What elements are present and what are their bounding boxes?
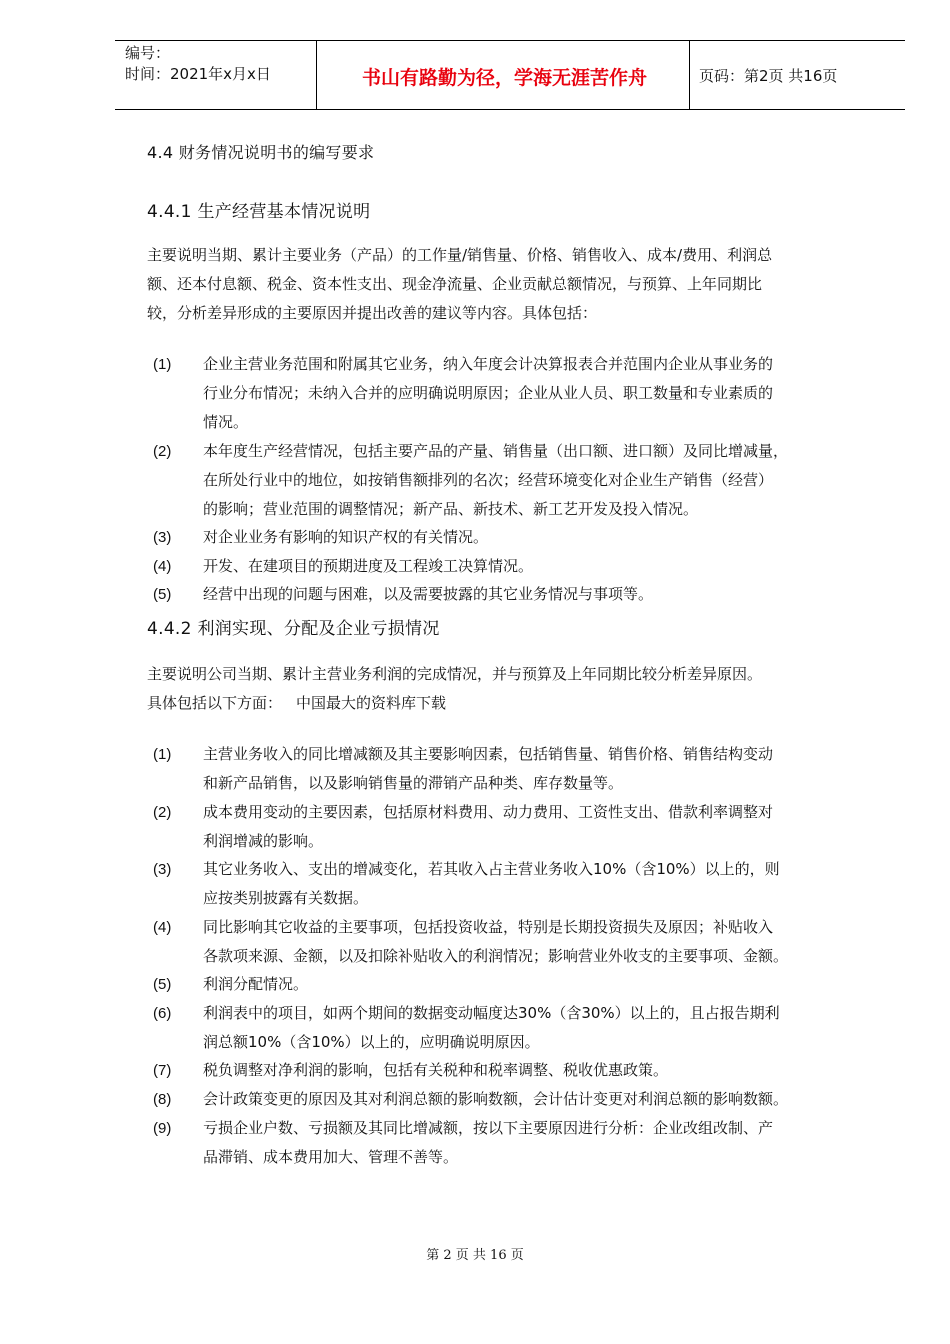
- list-line: 本年度生产经营情况，包括主要产品的产量、销售量（出口额、进口额）及同比增减量，: [203, 442, 789, 460]
- subsection-heading: 4.4.1 生产经营基本情况说明: [147, 202, 371, 222]
- section-heading: 4.4 财务情况说明书的编写要求: [147, 143, 375, 162]
- list-line: 同比影响其它收益的主要事项，包括投资收益，特别是长期投资损失及原因；补贴收入: [203, 918, 774, 936]
- list-number: (7): [153, 1062, 172, 1079]
- list-line: 开发、在建项目的预期进度及工程竣工决算情况。: [203, 557, 534, 575]
- list-line: 情况。: [203, 413, 249, 431]
- list-line: 企业主营业务范围和附属其它业务，纳入年度会计决算报表合并范围内企业从事业务的: [203, 355, 774, 373]
- list-number: (5): [153, 586, 172, 603]
- paragraph-line: 较，分析差异形成的主要原因并提出改善的建议等内容。具体包括：: [147, 304, 598, 322]
- list-line: 经营中出现的问题与困难，以及需要披露的其它业务情况与事项等。: [203, 585, 654, 603]
- download-link[interactable]: 中国最大的资料库下载: [296, 694, 447, 712]
- list-number: (8): [153, 1091, 172, 1108]
- list-number: (1): [153, 356, 172, 373]
- list-line: 润总额10%（含10%）以上的，应明确说明原因。: [203, 1033, 540, 1051]
- list-line: 主营业务收入的同比增减额及其主要影响因素，包括销售量、销售价格、销售结构变动: [203, 745, 774, 763]
- page-header: [115, 40, 905, 110]
- list-line: 利润表中的项目，如两个期间的数据变动幅度达30%（含30%）以上的，且占报告期利: [203, 1004, 780, 1022]
- paragraph-line: 主要说明公司当期、累计主营业务利润的完成情况，并与预算及上年同期比较分析差异原因。: [147, 665, 763, 683]
- list-line: 对企业业务有影响的知识产权的有关情况。: [203, 528, 489, 546]
- header-page-info: 页码：第2页 共16页: [699, 67, 838, 85]
- list-line: 的影响；营业范围的调整情况；新产品、新技术、新工艺开发及投入情况。: [203, 500, 699, 518]
- subsection-heading: 4.4.2 利润实现、分配及企业亏损情况: [147, 619, 440, 639]
- list-number: (1): [153, 746, 172, 763]
- list-number: (2): [153, 804, 172, 821]
- list-number: (4): [153, 919, 172, 936]
- list-line: 利润增减的影响。: [203, 832, 324, 850]
- list-line: 会计政策变更的原因及其对利润总额的影响数额，会计估计变更对利润总额的影响数额。: [203, 1090, 789, 1108]
- page-footer: 第 2 页 共 16 页: [426, 1248, 524, 1263]
- list-number: (9): [153, 1120, 172, 1137]
- list-number: (6): [153, 1005, 172, 1022]
- paragraph-line: [147, 689, 877, 718]
- paragraph-line: 主要说明当期、累计主要业务（产品）的工作量/销售量、价格、销售收入、成本/费用、利润总: [147, 246, 773, 264]
- list-line: 各款项来源、金额，以及扣除补贴收入的利润情况；影响营业外收支的主要事项、金额。: [203, 947, 789, 965]
- list-line: 在所处行业中的地位，如按销售额排列的名次；经营环境变化对企业生产销售（经营）: [203, 471, 774, 489]
- list-number: (3): [153, 529, 172, 546]
- header-divider: [316, 41, 317, 109]
- doc-number-label: 编号：: [125, 44, 171, 62]
- list-line: 亏损企业户数、亏损额及其同比增减额，按以下主要原因进行分析：企业改组改制、产: [203, 1119, 774, 1137]
- list-line: 利润分配情况。: [203, 975, 309, 993]
- list-line: 应按类别披露有关数据。: [203, 889, 369, 907]
- list-line: 税负调整对净利润的影响，包括有关税种和税率调整、税收优惠政策。: [203, 1061, 669, 1079]
- intro-paragraph: [147, 660, 877, 718]
- list-line: 成本费用变动的主要因素，包括原材料费用、动力费用、工资性支出、借款利率调整对: [203, 803, 774, 821]
- list-number: (5): [153, 976, 172, 993]
- paragraph-line: 额、还本付息额、税金、资本性支出、现金净流量、企业贡献总额情况，与预算、上年同期比: [147, 275, 763, 293]
- list-number: (4): [153, 558, 172, 575]
- intro-paragraph: [147, 241, 877, 328]
- list-line: 行业分布情况；未纳入合并的应明确说明原因；企业从业人员、职工数量和专业素质的: [203, 384, 774, 402]
- list-line: 和新产品销售，以及影响销售量的滞销产品种类、库存数量等。: [203, 774, 624, 792]
- doc-time-label: 时间：2021年x月x日: [125, 65, 271, 83]
- list-number: (3): [153, 861, 172, 878]
- list-line: 其它业务收入、支出的增减变化，若其收入占主营业务收入10%（含10%）以上的，则: [203, 860, 780, 878]
- list-line: 品滞销、成本费用加大、管理不善等。: [203, 1148, 459, 1166]
- paragraph-text: 具体包括以下方面：: [147, 694, 283, 712]
- header-motto: 书山有路勤为径，学海无涯苦作舟: [361, 67, 647, 89]
- list-number: (2): [153, 443, 172, 460]
- header-meta: [125, 43, 271, 85]
